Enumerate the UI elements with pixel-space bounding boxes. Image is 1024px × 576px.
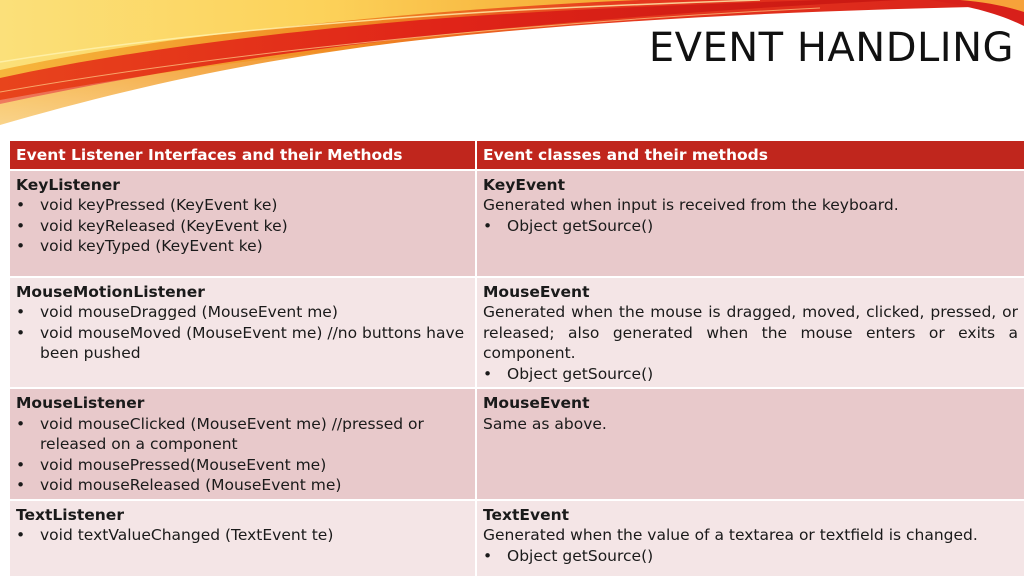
- listener-cell: [10, 388, 476, 500]
- table-row: [10, 388, 1024, 500]
- method-item: [483, 364, 1018, 385]
- method-item: [483, 216, 1018, 237]
- method-text: void mouseClicked (MouseEvent me) //pressed or released on a component: [40, 414, 424, 453]
- event-name: MouseEvent: [483, 394, 590, 412]
- listener-name: MouseListener: [16, 394, 145, 412]
- method-item: [16, 525, 469, 546]
- event-cell: [476, 277, 1024, 389]
- method-item: [16, 302, 469, 323]
- bullet-icon: •: [16, 196, 26, 214]
- bullet-icon: •: [16, 526, 26, 544]
- method-text: void mouseReleased (MouseEvent me): [40, 476, 342, 494]
- method-item: [16, 475, 469, 496]
- listener-name: MouseMotionListener: [16, 282, 205, 301]
- method-text: void mousePressed(MouseEvent me): [40, 455, 327, 474]
- listener-cell: [10, 170, 476, 277]
- method-list: [483, 216, 1018, 237]
- column-header-events: Event classes and their methods: [476, 141, 1024, 170]
- method-text: void textValueChanged (TextEvent te): [40, 526, 334, 544]
- bullet-icon: •: [16, 237, 26, 255]
- method-item: [483, 546, 1018, 567]
- bullet-icon: •: [483, 546, 493, 565]
- event-description: Generated when input is received from the keyboard.: [483, 196, 899, 214]
- method-item: [16, 236, 469, 257]
- event-cell: [476, 500, 1024, 576]
- method-text: Object getSource(): [507, 364, 654, 383]
- method-item: [16, 414, 469, 455]
- method-text: Object getSource(): [507, 216, 654, 235]
- table-row: [10, 170, 1024, 277]
- bullet-icon: •: [483, 364, 493, 383]
- method-list: [483, 546, 1018, 567]
- method-text: void keyPressed (KeyEvent ke): [40, 196, 278, 214]
- event-name: KeyEvent: [483, 175, 566, 194]
- event-description: Generated when the mouse is dragged, moved, clicked, pressed, or released; also generated when the mouse enters or exits a component.: [483, 303, 1018, 362]
- method-item: [16, 195, 469, 216]
- bullet-icon: •: [483, 216, 493, 235]
- method-list: [16, 525, 469, 546]
- event-name: MouseEvent: [483, 282, 590, 301]
- event-cell: [476, 388, 1024, 500]
- bullet-icon: •: [16, 455, 26, 474]
- events-table: [10, 141, 1024, 576]
- event-description: Same as above.: [483, 414, 607, 433]
- table-header-row: [10, 141, 1024, 170]
- bullet-icon: •: [16, 323, 26, 342]
- method-text: void keyTyped (KeyEvent ke): [40, 237, 263, 255]
- bullet-icon: •: [16, 216, 26, 235]
- method-text: Object getSource(): [507, 546, 654, 565]
- column-header-listeners: Event Listener Interfaces and their Methods: [10, 141, 476, 170]
- listener-cell: [10, 277, 476, 389]
- listener-cell: [10, 500, 476, 576]
- method-item: [16, 216, 469, 237]
- event-cell: [476, 170, 1024, 277]
- table-row: [10, 500, 1024, 576]
- method-item: [16, 455, 469, 476]
- bullet-icon: •: [16, 303, 26, 321]
- event-name: TextEvent: [483, 505, 570, 524]
- bullet-icon: •: [16, 476, 26, 494]
- method-text: void mouseDragged (MouseEvent me): [40, 303, 338, 321]
- bullet-icon: •: [16, 414, 26, 433]
- method-item: [16, 323, 469, 364]
- method-text: void mouseMoved (MouseEvent me) //no buttons have been pushed: [40, 323, 465, 362]
- method-list: [483, 364, 1018, 385]
- method-list: [16, 302, 469, 364]
- listener-name: TextListener: [16, 505, 124, 524]
- method-list: [16, 195, 469, 257]
- listener-name: KeyListener: [16, 175, 120, 194]
- page-title: EVENT HANDLING: [648, 25, 1014, 71]
- method-list: [16, 414, 469, 496]
- method-text: void keyReleased (KeyEvent ke): [40, 216, 288, 235]
- table-row: [10, 277, 1024, 389]
- event-description: Generated when the value of a textarea or textfield is changed.: [483, 526, 978, 544]
